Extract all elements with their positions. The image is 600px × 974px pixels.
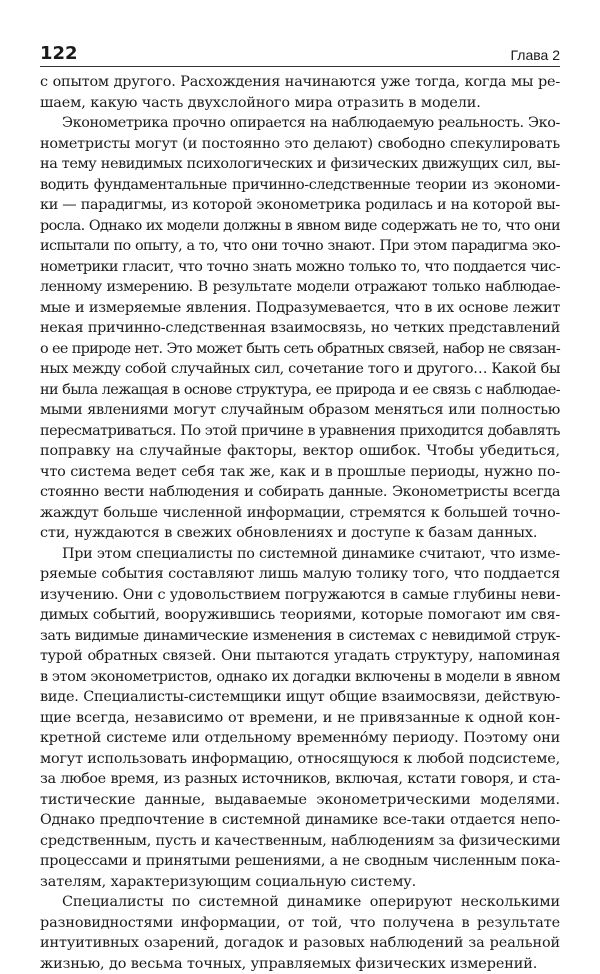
text-line: Специалисты по системной динамике оперируют несколькими [40, 892, 560, 913]
text-line: При этом специалисты по системной динамике считают, что изме- [40, 544, 560, 565]
paragraph [40, 72, 560, 113]
text-line: за любое время, из разных источников, включая, кстати говоря, и ста- [40, 769, 560, 790]
page-header [40, 44, 560, 68]
text-line: виде. Специалисты-системщики ищут общие взаимосвязи, действую- [40, 687, 560, 708]
body-text [40, 72, 560, 974]
text-line: мыми явлениями могут случайным образом меняться или полностью [40, 400, 560, 421]
text-line: димых событий, вооружившись теориями, которые помогают им свя- [40, 605, 560, 626]
text-line: интуитивных озарений, догадок и разовых наблюдений за реальной [40, 933, 560, 954]
text-line: с опытом другого. Расхождения начинаются уже тогда, когда мы ре- [40, 72, 560, 93]
text-line: Эконометрика прочно опирается на наблюдаемую реальность. Эко- [40, 113, 560, 134]
text-line: жаждут больше численной информации, стремятся к большей точно- [40, 503, 560, 524]
text-line: некая причинно-следственная взаимосвязь, но четких представлений [40, 318, 560, 339]
text-line: испытали по опыту, а то, что они точно знают. При этом парадигма эко- [40, 236, 560, 257]
text-line: стоянно вести наблюдения и собирать данные. Эконометристы всегда [40, 482, 560, 503]
text-line: ни была лежащая в основе структура, ее природа и ее связь с наблюдае- [40, 380, 560, 401]
text-line: средственным, пусть и качественным, наблюдениям за физическими [40, 831, 560, 852]
text-line: процессами и принятыми решениями, а не сводным численным пока- [40, 851, 560, 872]
text-line: кретной системе или отдельному временно́му периоду. Поэтому они [40, 728, 560, 749]
text-line: турой обратных связей. Они пытаются угадать структуру, напоминая [40, 646, 560, 667]
text-line: сти, нуждаются в свежих обновлениях и доступе к базам данных. [40, 523, 560, 544]
paragraph [40, 892, 560, 974]
text-line: зателям, характеризующим социальную систему. [40, 872, 560, 893]
text-line: поправку на случайные факторы, вектор ошибок. Чтобы убедиться, [40, 441, 560, 462]
text-line: ки — парадигмы, из которой эконометрика родилась и на которой вы- [40, 195, 560, 216]
text-line: нометристы могут (и постоянно это делают) свободно спекулировать [40, 134, 560, 155]
text-line: шаем, какую часть двухслойного мира отразить в модели. [40, 93, 560, 114]
text-line: могут использовать информацию, относящуюся к любой подсистеме, [40, 749, 560, 770]
text-line: пересматриваться. По этой причине в уравнения приходится добавлять [40, 421, 560, 442]
chapter-title: Глава 2 [511, 46, 561, 64]
text-line: тистические данные, выдаваемые эконометрическими моделями. [40, 790, 560, 811]
page-number: 122 [40, 44, 78, 64]
text-line: росла. Однако их модели должны в явном виде содержать не то, что они [40, 216, 560, 237]
header-divider [40, 66, 560, 67]
text-line: щие всегда, независимо от времени, и не привязанные к одной кон- [40, 708, 560, 729]
text-line: ленному измерению. В результате модели отражают только наблюдае- [40, 277, 560, 298]
text-line: ных между собой случайных сил, сочетание того и другого… Какой бы [40, 359, 560, 380]
text-line: что система ведет себя так же, как и в прошлые периоды, нужно по- [40, 462, 560, 483]
text-line: водить фундаментальные причинно-следственные теории из экономи- [40, 175, 560, 196]
text-line: разновидностями информации, от той, что получена в результате [40, 913, 560, 934]
text-line: изучению. Они с удовольствием погружаются в самые глубины неви- [40, 585, 560, 606]
text-line: мые и измеряемые явления. Подразумевается, что в их основе лежит [40, 298, 560, 319]
text-line: нометрики гласит, что точно знать можно только то, что поддается чис- [40, 257, 560, 278]
text-line: зать видимые динамические изменения в системах с невидимой струк- [40, 626, 560, 647]
text-line: в этом эконометристов, однако их догадки включены в модели в явном [40, 667, 560, 688]
text-line: о ее природе нет. Это может быть сеть обратных связей, набор не связан- [40, 339, 560, 360]
text-line: ряемые события составляют лишь малую толику того, что поддается [40, 564, 560, 585]
paragraph [40, 113, 560, 544]
paragraph [40, 544, 560, 893]
text-line: на тему невидимых психологических и физических движущих сил, вы- [40, 154, 560, 175]
text-line: жизнью, до весьма точных, управляемых физических измерений. [40, 954, 560, 974]
text-line: Однако предпочтение в системной динамике все-таки отдается непо- [40, 810, 560, 831]
